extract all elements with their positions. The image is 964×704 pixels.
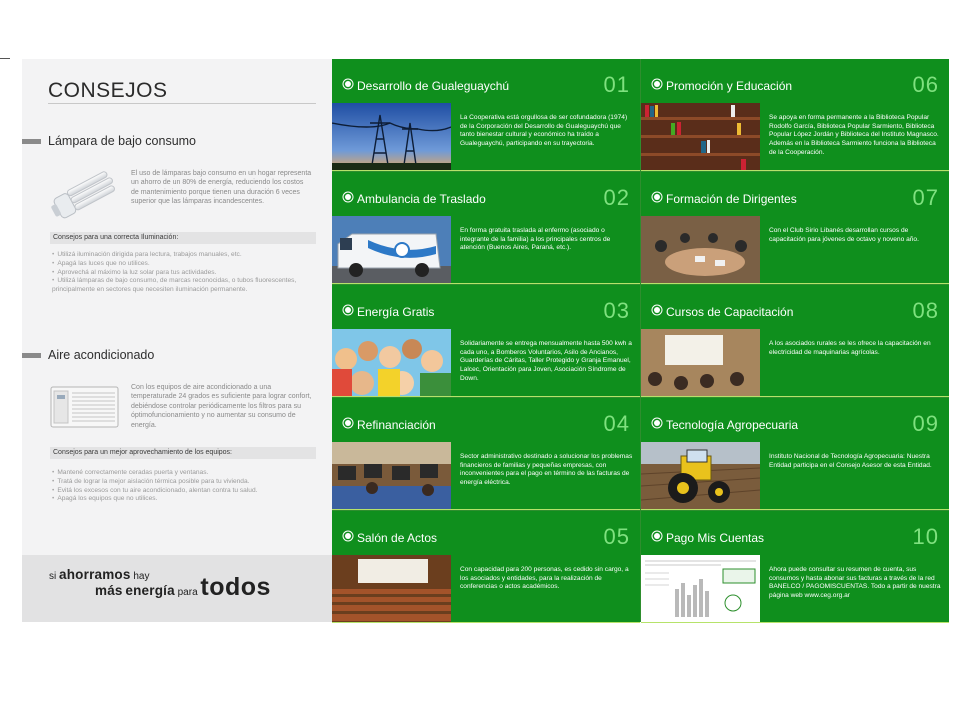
list-item: • Aprovechá al máximo la luz solar para tus actividades.	[52, 269, 320, 278]
card-header	[641, 398, 949, 442]
slogan-word: energía	[125, 583, 175, 598]
card-title: Cursos de Capacitación	[666, 305, 794, 319]
list-item: • Utilizá lámparas de bajo consumo, de marcas reconocidas, o tubos fluorescentes, principalmente en sectores que necesiten iluminación permanente.	[52, 277, 320, 295]
card-title: Ambulancia de Traslado	[357, 192, 486, 206]
card-title: Refinanciación	[357, 418, 436, 432]
card-text: Instituto Nacional de Tecnología Agropecuaria: Nuestra Entidad participa en el Consejo Asesor de esta Entidad.	[769, 453, 932, 469]
service-card-05	[332, 511, 640, 623]
card-header	[332, 172, 640, 216]
bullet-icon	[654, 194, 660, 200]
ac-section-header	[22, 347, 154, 363]
children-photo	[332, 329, 451, 397]
service-card-03	[332, 285, 640, 397]
card-number: 06	[912, 72, 939, 97]
page-title: CONSEJOS	[48, 79, 168, 102]
bullet-icon	[345, 194, 351, 200]
slogan-word: para	[177, 587, 198, 598]
ac-heading: Aire acondicionado	[48, 348, 155, 362]
card-divider	[332, 396, 640, 397]
invoice-photo	[641, 555, 760, 623]
service-card-08	[641, 285, 949, 397]
card-header	[332, 285, 640, 329]
office-photo	[332, 442, 451, 510]
lamp-tips-list	[52, 251, 320, 295]
services-grid	[332, 59, 949, 622]
slogan-word: más	[95, 583, 123, 598]
bullet-icon	[654, 533, 660, 539]
tractor-photo	[641, 442, 760, 510]
bullet-icon	[654, 81, 660, 87]
card-divider	[332, 170, 640, 171]
air-conditioner-image	[50, 383, 120, 431]
bullet-icon	[654, 307, 660, 313]
bullet-icon	[345, 420, 351, 426]
card-title: Formación de Dirigentes	[666, 192, 797, 206]
card-number: 04	[603, 411, 630, 436]
card-title: Energía Gratis	[357, 305, 435, 319]
card-divider	[641, 396, 949, 397]
card-number: 01	[603, 72, 630, 97]
bullet-icon	[345, 533, 351, 539]
tips-panel	[22, 59, 332, 622]
slogan-word: hay	[133, 571, 150, 582]
card-header	[641, 59, 949, 103]
list-item: • Utilizá iluminación dirigida para lectura, trabajos manuales, etc.	[52, 251, 320, 260]
service-card-10	[641, 511, 949, 623]
bullet-icon	[345, 307, 351, 313]
card-header	[641, 511, 949, 555]
card-text: En forma gratuita traslada al enfermo (asociado o integrante de la familia) a los principales centros de atención (Buenos Aires, Paraná, etc.).	[460, 227, 611, 252]
card-text: Con capacidad para 200 personas, es cedido sin cargo, a los asociados y entidades, para la realización de conferencias o actos académicos.	[460, 566, 629, 591]
service-card-06	[641, 59, 949, 171]
card-divider	[641, 170, 949, 171]
ac-tips-heading: Consejos para un mejor aprovechamiento de los equipos:	[50, 447, 316, 459]
list-item: • Evitá los excesos con tu aire acondicionado, alentan contra tu salud.	[52, 487, 320, 496]
bullet-icon	[345, 81, 351, 87]
card-divider	[641, 283, 949, 284]
title-divider	[48, 103, 316, 104]
cfl-lamp-image	[48, 165, 118, 225]
card-title: Salón de Actos	[357, 531, 438, 545]
slogan-line-2	[95, 573, 271, 602]
lamp-heading: Lámpara de bajo consumo	[48, 134, 197, 148]
card-divider	[332, 509, 640, 510]
card-number: 02	[603, 185, 630, 210]
card-text: La Cooperativa está orgullosa de ser cofundadora (1974) de la Corporación del Desarrollo de Gualeguaychú que tanto bienestar cultural y económico ha traído a Gualeguaychú, participando en su trayectoria.	[460, 114, 628, 148]
card-text: Se apoya en forma permanente a la Biblioteca Popular Rodolfo García, Biblioteca Popular Sarmiento, Biblioteca Popular López Jordán y Biblioteca del Instituto Magnasco. Además en la Biblioteca Sarmiento funciona la Biblioteca de la Cooperación.	[769, 114, 939, 156]
section-bar	[22, 353, 41, 358]
section-bar	[22, 139, 41, 144]
auditorium-photo	[332, 555, 451, 623]
card-number: 08	[912, 298, 939, 323]
card-number: 10	[912, 524, 939, 549]
card-header	[332, 59, 640, 103]
card-title: Promoción y Educación	[666, 79, 793, 93]
classroom-photo	[641, 329, 760, 397]
bullet-icon	[654, 420, 660, 426]
card-text: Con el Club Sirio Libanés desarrollan cursos de capacitación para jóvenes de octavo y noveno año.	[769, 227, 919, 243]
card-divider	[641, 509, 949, 510]
card-header	[641, 285, 949, 329]
card-header	[332, 398, 640, 442]
card-text: Solidariamente se entrega mensualmente hasta 500 kwh a cada uno, a Bomberos Voluntarios, Asilo de Ancianos, Guarderías de Cáritas, Taller Protegido y Granja Emanuel, Lalcec, Orientación para Joven, Asociación Síndrome de Down.	[460, 340, 632, 382]
card-header	[332, 511, 640, 555]
card-number: 03	[603, 298, 630, 323]
card-text: Sector administrativo destinado a solucionar los problemas financieros de familias y pequeñas empresas, con inconvenientes para el pago en término de las facturas de energía eléctrica.	[460, 453, 633, 487]
list-item: • Tratá de lograr la mejor aislación térmica posible para tu vivienda.	[52, 478, 320, 487]
lamp-description: El uso de lámparas bajo consumo en un hogar representa un ahorro de un 80% de energía, reduciendo los costos de mantenimiento porque tienen una duración 6 veces superior que las lámparas incandescentes.	[131, 170, 312, 206]
list-item: • Apagá los equipos que no utilices.	[52, 495, 320, 504]
card-title: Tecnología Agropecuaria	[666, 418, 799, 432]
card-text: A los asociados rurales se les ofrece la capacitación en electricidad de maquinarias agrícolas.	[769, 340, 931, 356]
card-number: 09	[912, 411, 939, 436]
card-title: Pago Mis Cuentas	[666, 531, 765, 545]
card-divider	[332, 283, 640, 284]
slogan-word: si	[49, 571, 57, 582]
lamp-tips-heading: Consejos para una correcta Iluminación:	[50, 232, 316, 244]
lamp-section-header	[22, 133, 196, 149]
slogan-banner	[22, 555, 332, 622]
card-number: 05	[603, 524, 630, 549]
ac-description: Con los equipos de aire acondicionado a una temperaturade 24 grados es suficiente para lograr confort, debiéndose controlar periódicamente los filtros para su óptimofuncionamiento y no aumentar su consumo de energía.	[131, 384, 312, 429]
library-photo	[641, 103, 760, 171]
service-card-02	[332, 172, 640, 284]
slogan-word: todos	[200, 573, 271, 601]
service-card-07	[641, 172, 949, 284]
meeting-photo	[641, 216, 760, 284]
crop-mark	[0, 58, 10, 59]
service-card-01	[332, 59, 640, 171]
card-divider	[332, 622, 640, 623]
card-divider	[641, 622, 949, 623]
card-header	[641, 172, 949, 216]
card-title: Desarrollo de Gualeguaychú	[357, 79, 510, 93]
service-card-09	[641, 398, 949, 510]
list-item: • Mantené correctamente ceradas puerta y ventanas.	[52, 469, 320, 478]
service-card-04	[332, 398, 640, 510]
card-text: Ahora puede consultar su resumen de cuenta, sus consumos y hasta abonar sus facturas a través de la red BANELCO / PAGOMISCUENTAS. Todo a partir de nuestra página web www.ceg.org.ar	[769, 566, 941, 600]
ambulance-photo	[332, 216, 451, 284]
list-item: • Apagá las luces que no utilices.	[52, 260, 320, 269]
ac-tips-list	[52, 469, 320, 504]
slogan-word: ahorramos	[59, 567, 131, 582]
card-number: 07	[912, 185, 939, 210]
power-towers-photo	[332, 103, 451, 171]
